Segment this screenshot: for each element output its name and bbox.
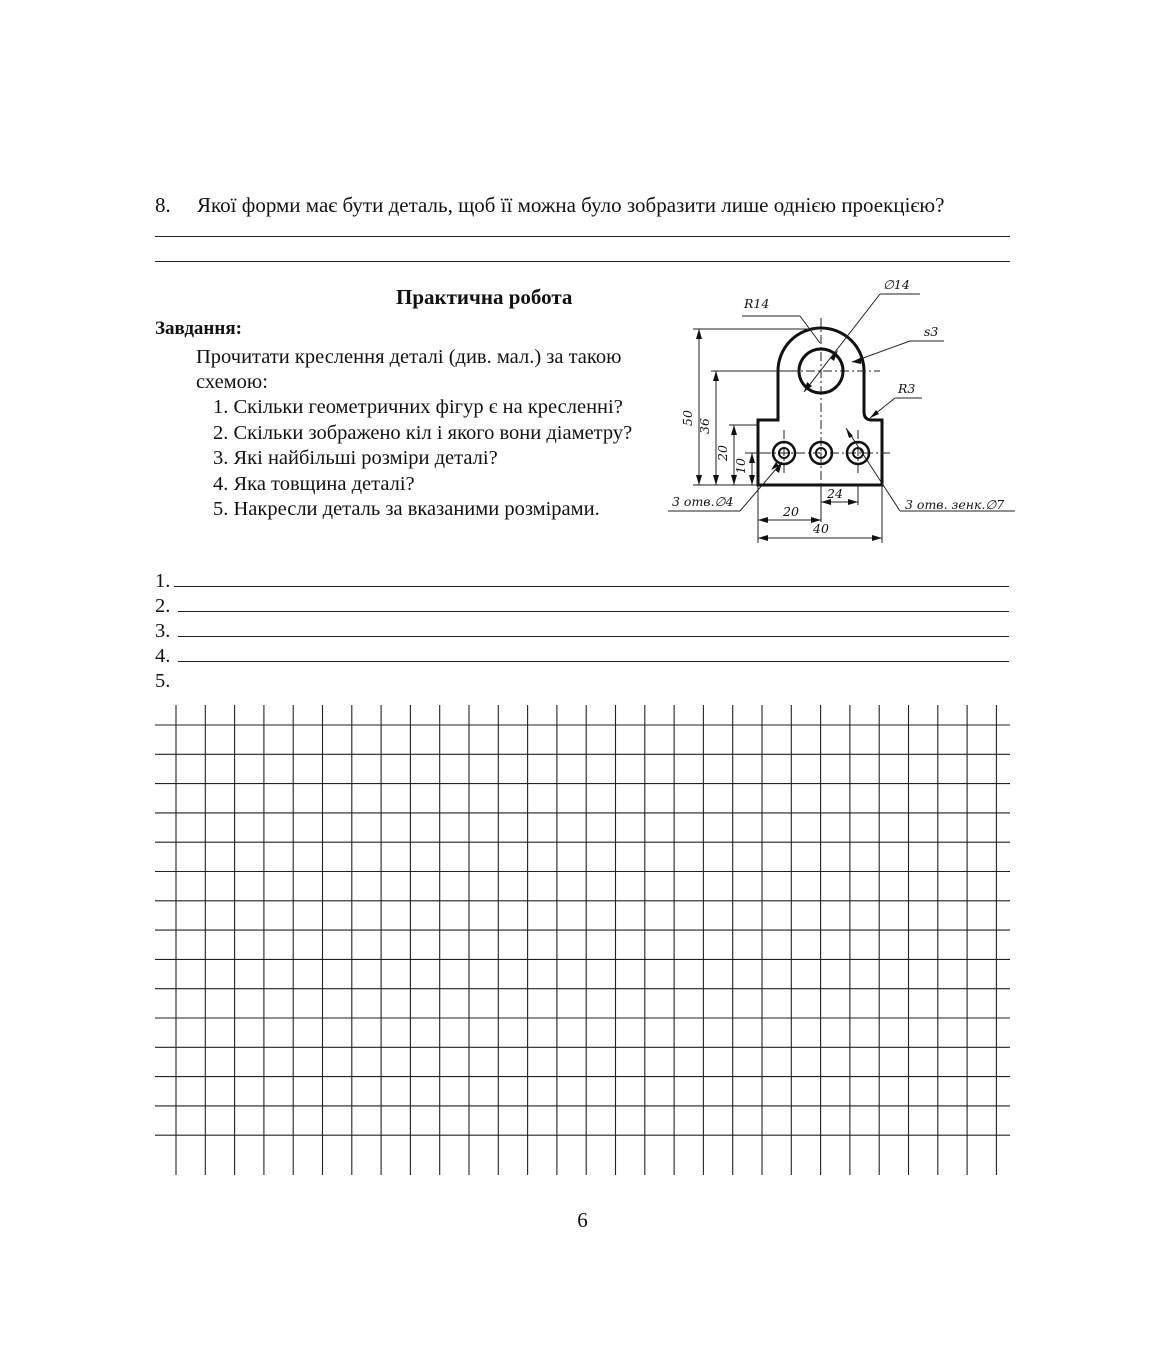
answer-label-3: 3. [155, 620, 171, 642]
label-dim-10: 10 [733, 458, 748, 474]
task-step-3: 3. Які найбільші розміри деталі? [213, 447, 498, 469]
label-radius-corner: R3 [898, 381, 916, 396]
label-holes-left: 3 отв.∅4 [672, 494, 734, 509]
question-text: Якої форми має бути деталь, щоб її можна було зобразити лише однією проекцією? [197, 193, 945, 217]
answer-label-5: 5. [155, 670, 171, 692]
section-title: Практична робота [396, 285, 573, 309]
drawing-grid[interactable] [150, 700, 1016, 1180]
label-diameter-top: ∅14 [883, 277, 910, 292]
answer-line-q8-1 [155, 236, 1010, 237]
answer-label-2: 2. [155, 595, 171, 617]
task-steps [213, 395, 632, 523]
label-dim-20-vert: 20 [715, 445, 730, 461]
question-number: 8. [155, 193, 171, 217]
center-lines [745, 318, 892, 493]
task-step-1: 1. Скільки геометричних фігур є на кресленні? [213, 396, 623, 418]
task-label: Завдання: [155, 318, 242, 339]
label-holes-right: 3 отв. зенк.∅7 [905, 497, 1005, 512]
label-thickness: s3 [924, 324, 939, 339]
label-dim-20-horiz: 20 [783, 504, 799, 519]
label-dim-40: 40 [813, 521, 829, 536]
task-intro: Прочитати креслення деталі (див. мал.) за такою схемою: [196, 346, 622, 393]
page-number: 6 [577, 1208, 588, 1232]
answer-line-q8-2 [155, 261, 1010, 262]
answer-line-4[interactable] [178, 661, 1009, 662]
answer-label-1: 1. [155, 570, 171, 592]
answer-line-3[interactable] [178, 636, 1009, 637]
label-radius-top: R14 [744, 296, 770, 311]
answer-line-1[interactable] [174, 586, 1009, 587]
label-dim-50: 50 [680, 410, 695, 426]
label-dim-36: 36 [697, 418, 712, 434]
label-dim-24: 24 [827, 486, 843, 501]
answer-line-2[interactable] [178, 611, 1009, 612]
question-8 [155, 193, 944, 218]
task-step-5: 5. Накресли деталь за вказаними розмірами. [213, 498, 600, 520]
technical-drawing [665, 270, 1025, 550]
task-step-2: 2. Скільки зображено кіл і якого вони діаметру? [213, 421, 633, 444]
task-step-4: 4. Яка товщина деталі? [213, 472, 415, 495]
answer-label-4: 4. [155, 645, 171, 667]
